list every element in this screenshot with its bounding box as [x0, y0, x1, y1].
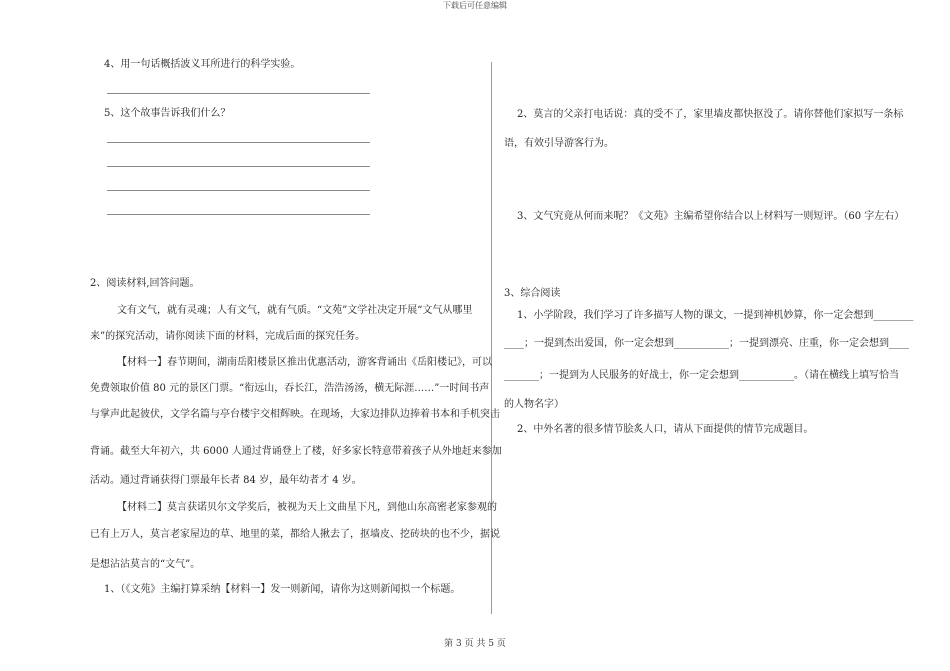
material-1-line: 【材料一】春节期间，湖南岳阳楼景区推出优惠活动，游客背诵出《岳阳楼记》，可以	[117, 357, 492, 368]
page-header: 下载后可任意编辑	[443, 1, 507, 10]
question-2-line: 2、莫言的父亲打电话说：真的受不了，家里墙皮都快抠没了。请你替他们家拟写一条标	[517, 109, 904, 120]
question-4: 4、用一句话概括波义耳所进行的科学实验。	[104, 59, 301, 70]
comprehension-1-line: ____；一提到杰出爱国，你一定会想到___________；一提到漂亮、庄重，你一定会想到____	[504, 338, 909, 349]
intro-line: 文有文气，就有灵魂；人有文气，就有气质。“文苑”文学社决定开展“文气从哪里	[117, 305, 473, 316]
answer-line[interactable]	[107, 214, 370, 215]
page-footer: 第 3 页 共 5 页	[444, 639, 506, 649]
material-1-line: 背诵。截至大年初六，共 6000 人通过背诵登上了楼，好多家长特意带着孩子从外地赶来参加	[90, 446, 502, 457]
question-1: 1、（《文苑》主编打算采纳【材料一】发一则新闻，请你为这则新闻拟一个标题。	[104, 584, 461, 595]
comprehension-1-line: 的人物名字）	[504, 399, 564, 410]
comprehension-1-line: 1、小学阶段，我们学习了许多描写人物的课文，一提到神机妙算，你一定会想到________	[517, 310, 914, 321]
answer-line[interactable]	[107, 166, 370, 167]
comprehension-2: 2、中外名著的很多情节脍炙人口，请从下面提供的情节完成题目。	[517, 424, 814, 435]
question-2-line: 语，有效引导游客行为。	[504, 138, 614, 149]
section-2-title: 2、阅读材料,回答问题。	[90, 278, 200, 289]
material-2-line: 【材料二】莫言获诺贝尔文学奖后，被视为天上文曲星下凡，到他山东高密老家参观的	[117, 502, 497, 513]
material-1-line: 与掌声此起彼伏，文学名篇与亭台楼宇交相辉映。在现场，大家边排队边捧着书本和手机突击	[90, 409, 500, 420]
material-2-line: 是想沾沾莫言的“文气”。	[90, 559, 201, 570]
intro-line: 来”的探究活动，请你阅读下面的材料，完成后面的探究任务。	[90, 331, 366, 342]
material-2-line: 已有上万人，莫言老家屋边的草、地里的菜，都给人揪去了，抠墙皮、挖砖块的也不少，据说	[90, 529, 500, 540]
answer-line[interactable]	[107, 142, 370, 143]
question-5: 5、这个故事告诉我们什么？	[104, 108, 231, 119]
comprehension-1-line: _______；一提到为人民服务的好战士，你一定会想到___________。（请在横线上填写恰当	[504, 370, 899, 381]
section-3-title: 3、综合阅读	[504, 288, 561, 299]
answer-line[interactable]	[107, 93, 370, 94]
question-3: 3、文气究竟从何而来呢？《文苑》主编希望你结合以上材料写一则短评。（60 字左右）	[517, 211, 905, 222]
answer-line[interactable]	[107, 190, 370, 191]
material-1-line: 活动。通过背诵获得门票最年长者 84 岁，最年幼者才 4 岁。	[90, 475, 362, 486]
material-1-line: 免费领取价值 80 元的景区门票。“衔远山，吞长江，浩浩汤汤，横无际涯……”一时间书声	[90, 383, 490, 394]
